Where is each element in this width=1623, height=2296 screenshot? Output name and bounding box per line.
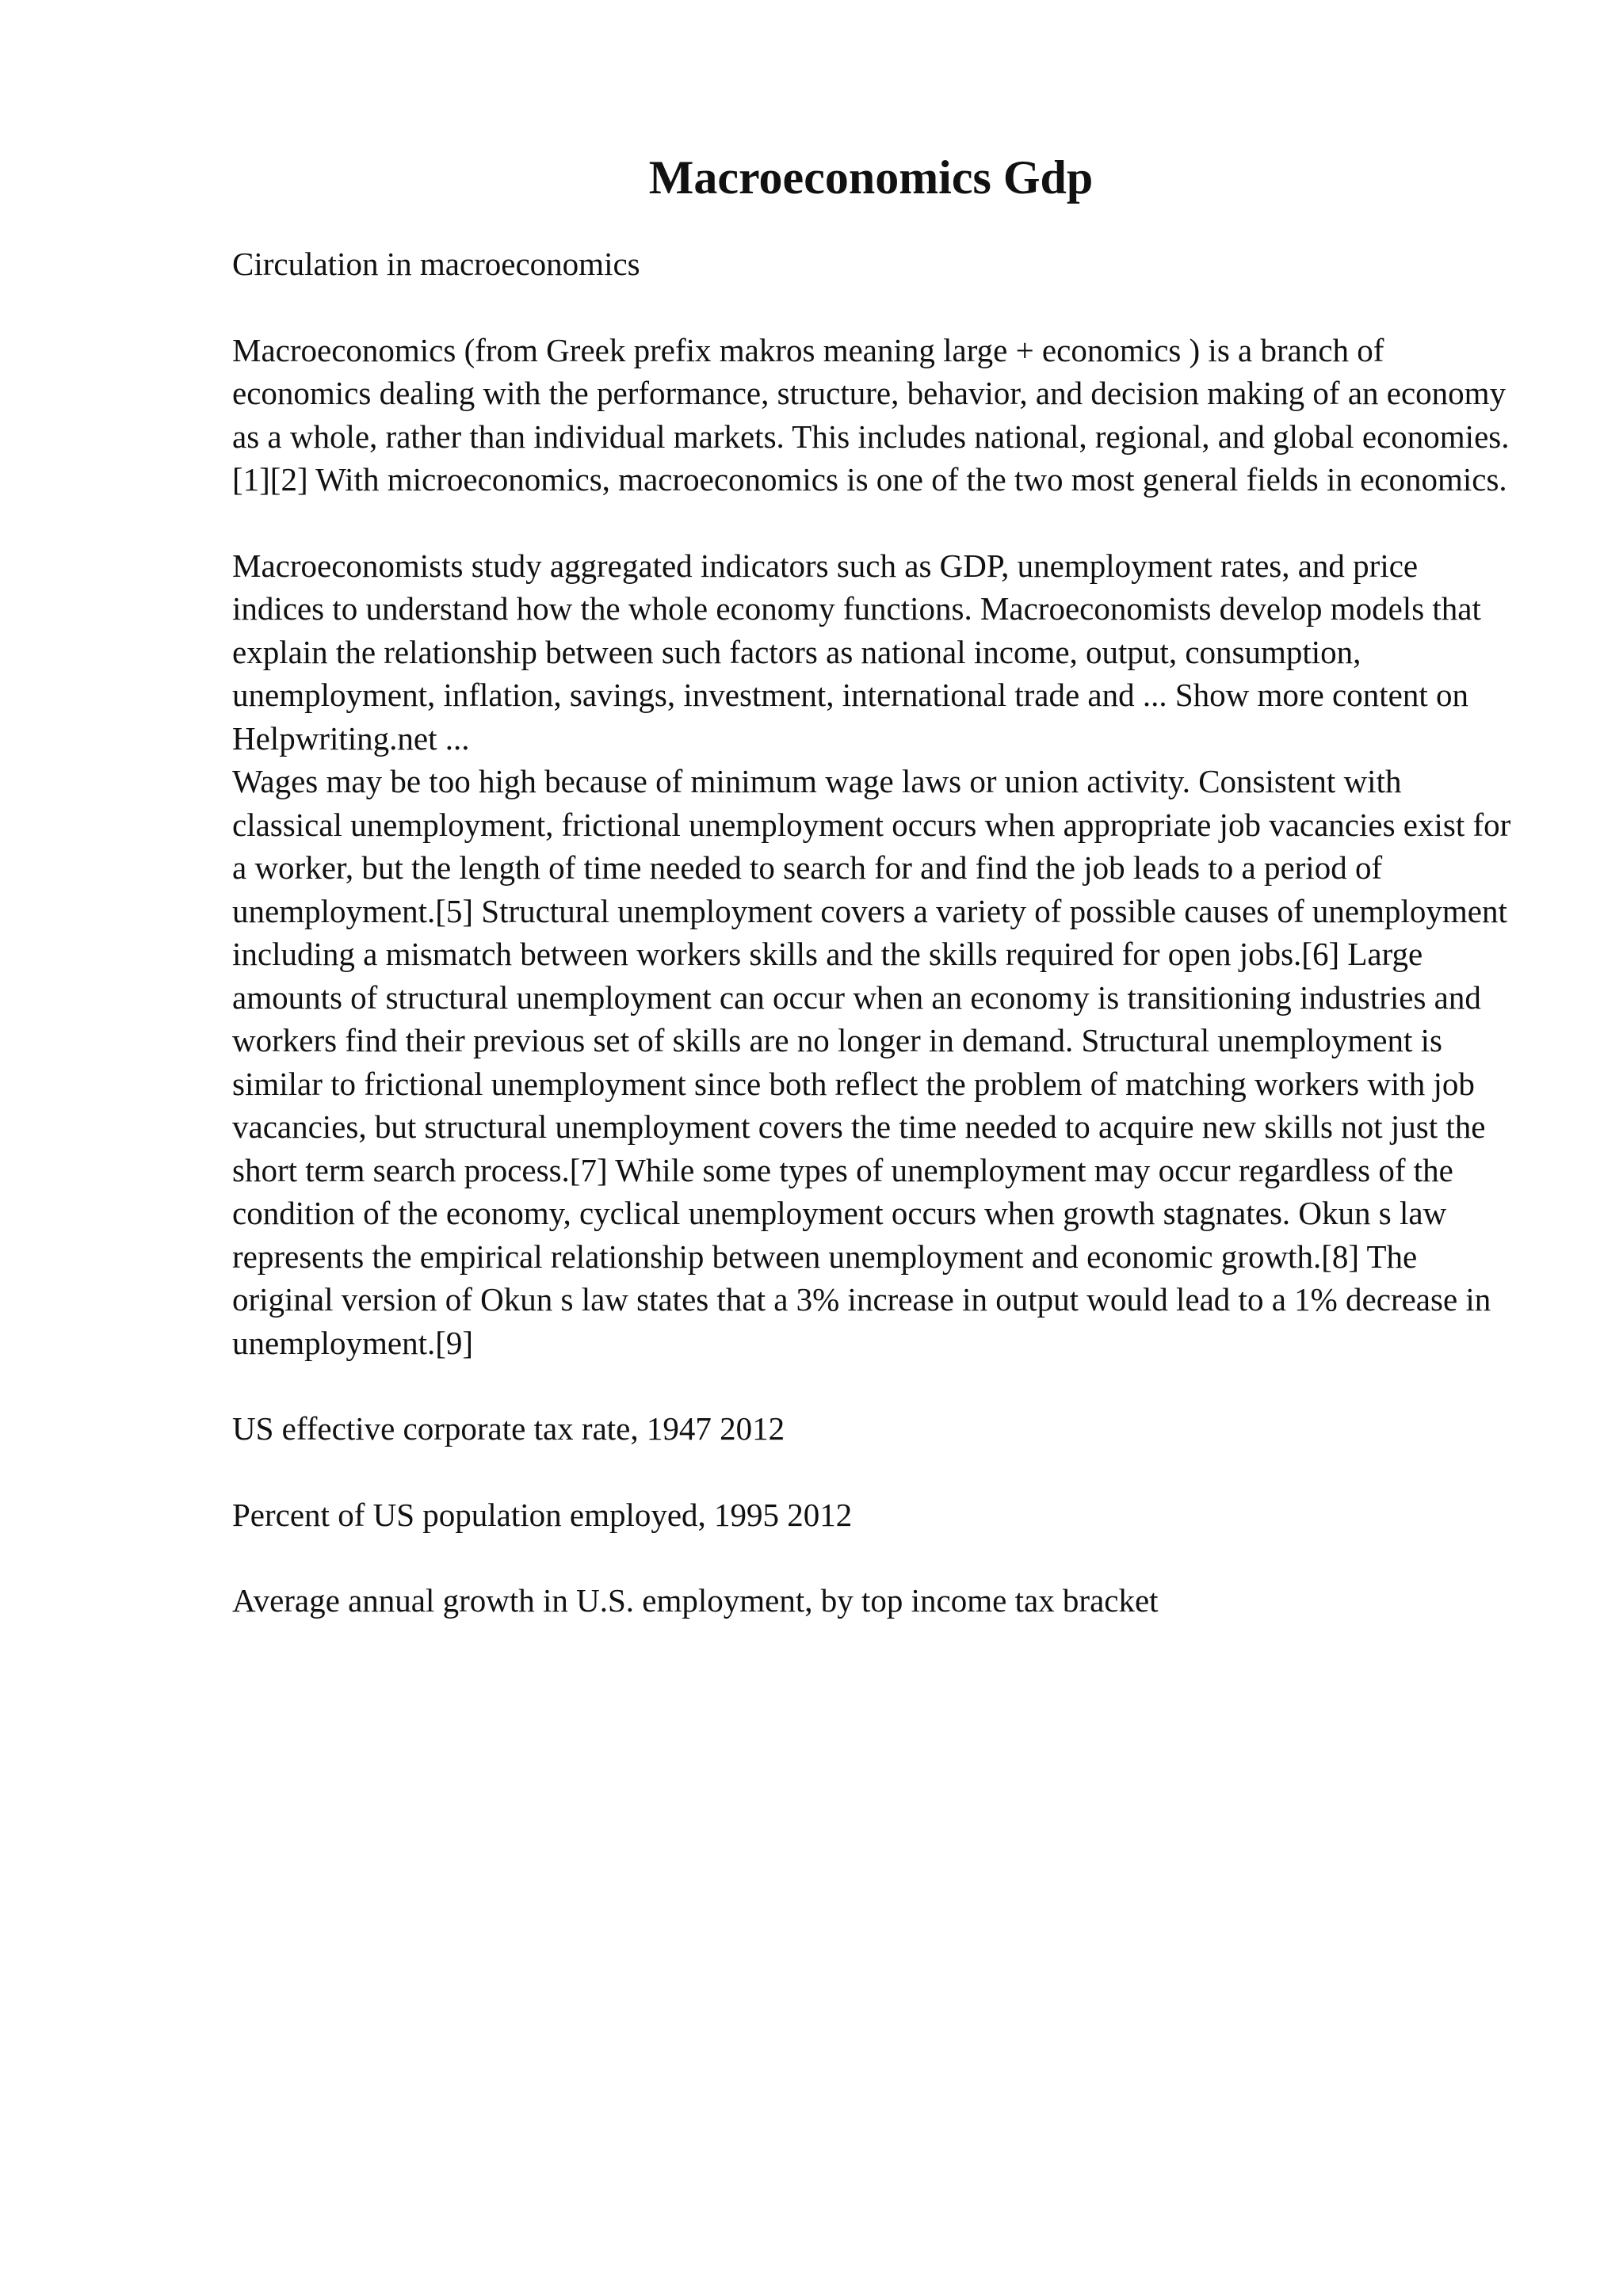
paragraph-indicators: Macroeconomists study aggregated indicators such as GDP, unemployment rates, and price indices to understand how the whole economy functions. Macroeconomists develop models that explain the relationship between such factors as national income, output, consumption, unemployment, inflation, savings, investment, international trade and ... Show more content on Helpwriting.net ... [232, 547, 1481, 757]
paragraph-intro: Macroeconomics (from Greek prefix makros meaning large + economics ) is a branch of economics dealing with the performance, structure, behavior, and decision making of an economy as a whole, rather than individual markets. This includes national, regional, and global economies.[1][2] With microeconomics, macroeconomics is one of the two most general fields in economics. [232, 331, 1510, 498]
paragraph-unemployment: Wages may be too high because of minimum wage laws or union activity. Consistent with classical unemployment, frictional unemployment occurs when appropriate job vacancies exist for a worker, but the length of time needed to search for and find the job leads to a period of unemployment.[5] Structural unemployment covers a variety of possible causes of unemployment including a mismatch between workers skills and the skills required for open jobs.[6] Large amounts of structural unemployment can occur when an economy is transitioning industries and workers find their previous set of skills are no longer in demand. Structural unemployment is similar to frictional unemployment since both reflect the problem of matching workers with job vacancies, but structural unemployment covers the time needed to acquire new skills not just the short term search process.[7] While some types of unemployment may occur regardless of the condition of the economy, cyclical unemployment occurs when growth stagnates. Okun s law represents the empirical relationship between unemployment and economic growth.[8] The original version of Okun s law states that a 3% increase in output would lead to a 1% decrease in unemployment.[9] [232, 763, 1511, 1361]
page-title: Macroeconomics Gdp [648, 151, 1094, 204]
document-body [232, 242, 1516, 1623]
subtitle: Circulation in macroeconomics [232, 246, 640, 282]
caption-population-employed: Percent of US population employed, 1995 2012 [232, 1496, 853, 1533]
caption-employment-growth: Average annual growth in U.S. employment, by top income tax bracket [232, 1582, 1159, 1619]
caption-corporate-tax: US effective corporate tax rate, 1947 2012 [232, 1410, 785, 1447]
